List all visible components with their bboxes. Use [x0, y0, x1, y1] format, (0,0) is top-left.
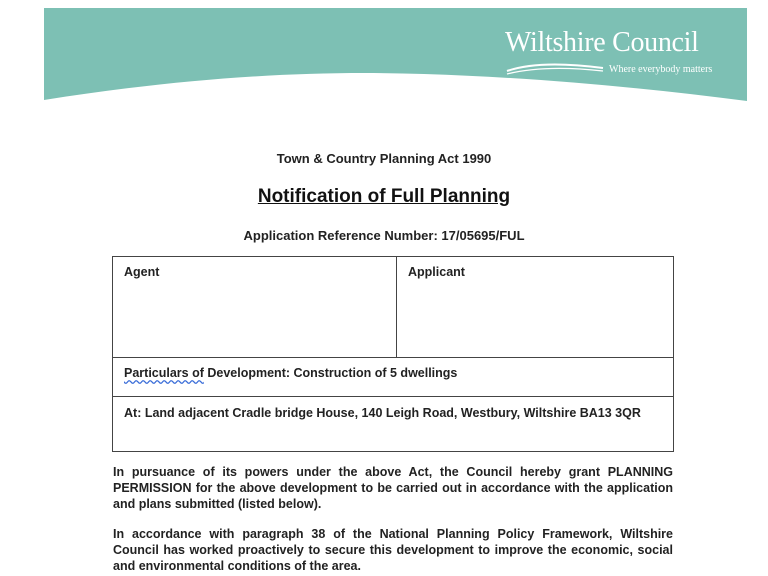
party-row	[113, 257, 674, 358]
particulars-row	[113, 358, 674, 397]
applicant-label: Applicant	[408, 265, 465, 279]
act-heading: Town & Country Planning Act 1990	[276, 151, 492, 166]
particulars-label: Particulars of	[124, 366, 204, 380]
agent-cell	[113, 257, 397, 358]
logo-tagline: Where everybody matters	[609, 64, 713, 75]
grant-paragraph: In pursuance of its powers under the above Act, the Council hereby grant PLANNING PERMISSION for the above development to be carried out in accordance with the application and plans submitted (listed below).	[113, 465, 673, 511]
document-title: Notification of Full Planning	[257, 186, 511, 207]
application-details-table	[112, 256, 674, 452]
particulars-cell	[113, 358, 674, 397]
particulars-text: Development: Construction of 5 dwellings	[203, 366, 458, 380]
logo-swoosh-icon	[505, 62, 605, 76]
applicant-cell	[397, 257, 674, 358]
wiltshire-council-logo	[505, 28, 735, 88]
logo-org-name: Wiltshire Council	[505, 27, 699, 58]
application-reference: Application Reference Number: 17/05695/FUL	[243, 228, 525, 243]
site-row	[113, 397, 674, 452]
nppf-paragraph: In accordance with paragraph 38 of the National Planning Policy Framework, Wiltshire Council has worked proactively to secure this development to improve the economic, social and environmental conditions of the area.	[113, 527, 673, 573]
site-address-cell: At: Land adjacent Cradle bridge House, 140 Leigh Road, Westbury, Wiltshire BA13 3QR	[113, 397, 674, 452]
agent-label: Agent	[124, 265, 160, 279]
